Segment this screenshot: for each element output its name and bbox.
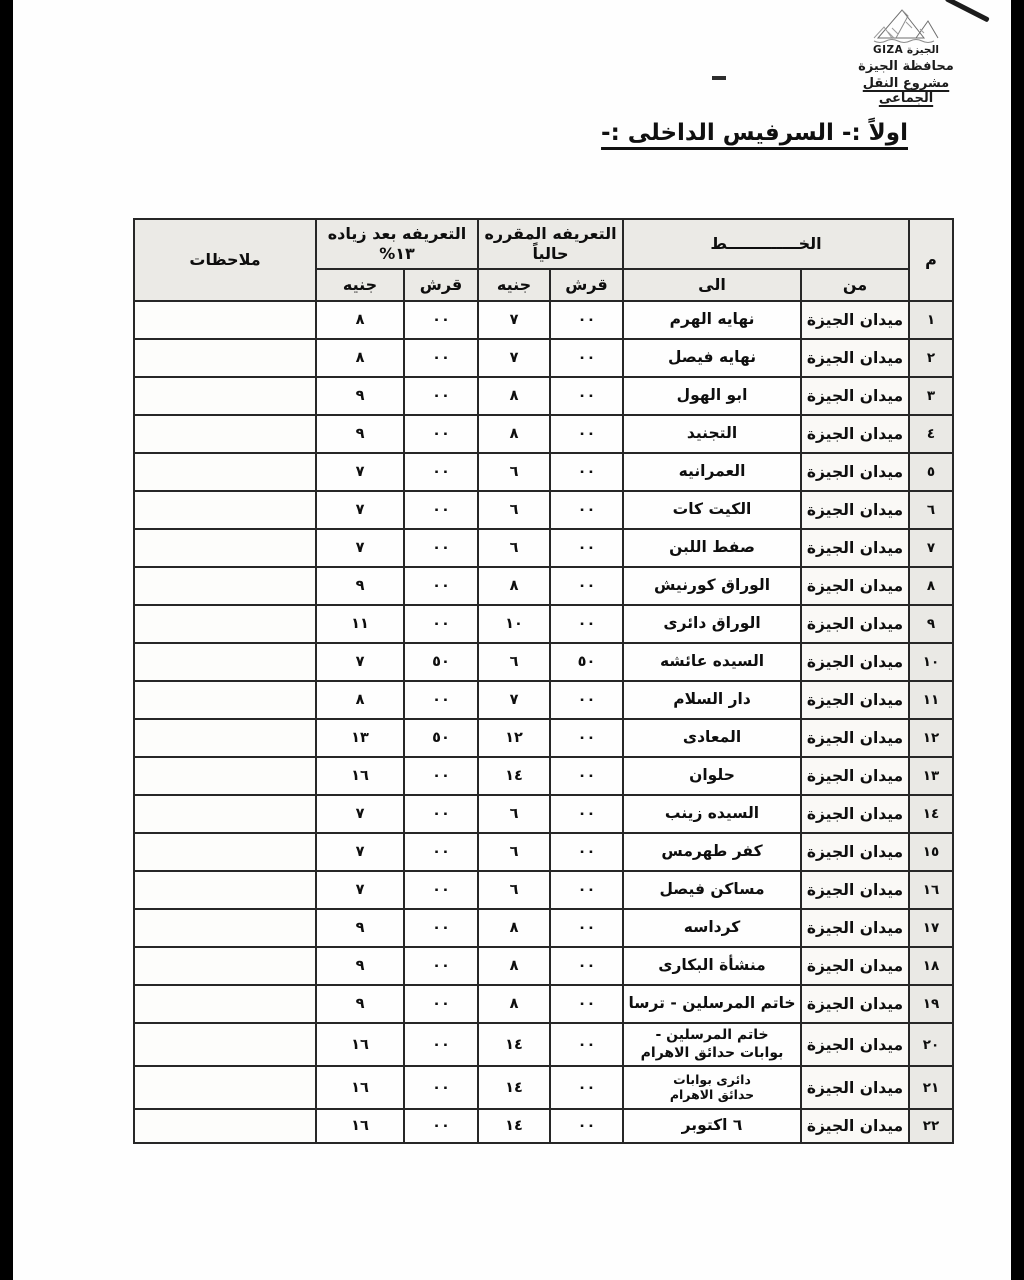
row-number-cell: ١٦ bbox=[909, 871, 953, 909]
notes-cell bbox=[134, 453, 316, 491]
current-qirsh-cell: ٠٠ bbox=[550, 415, 623, 453]
increased-geneh-cell: ٧ bbox=[316, 529, 404, 567]
to-text: مساكن فيصل bbox=[659, 880, 765, 899]
notes-cell bbox=[134, 947, 316, 985]
to-cell bbox=[623, 795, 801, 833]
increased-geneh-cell: ٧ bbox=[316, 795, 404, 833]
current-qirsh-cell: ٠٠ bbox=[550, 833, 623, 871]
increased-qirsh-cell: ٠٠ bbox=[404, 567, 478, 605]
notes-cell bbox=[134, 871, 316, 909]
current-qirsh-cell: ٠٠ bbox=[550, 719, 623, 757]
table-row bbox=[134, 643, 953, 681]
to-cell bbox=[623, 415, 801, 453]
table-row bbox=[134, 719, 953, 757]
current-qirsh-cell: ٠٠ bbox=[550, 909, 623, 947]
current-qirsh-cell: ٠٠ bbox=[550, 947, 623, 985]
to-text: دار السلام bbox=[673, 690, 751, 709]
to-cell bbox=[623, 871, 801, 909]
col-header-number: م bbox=[909, 219, 953, 301]
table-row bbox=[134, 757, 953, 795]
increased-qirsh-cell: ٠٠ bbox=[404, 453, 478, 491]
to-cell bbox=[623, 529, 801, 567]
increased-qirsh-cell: ٠٠ bbox=[404, 529, 478, 567]
from-cell: ميدان الجيزة bbox=[801, 529, 909, 567]
table-row bbox=[134, 529, 953, 567]
current-geneh-cell: ١٤ bbox=[478, 1023, 550, 1066]
letterhead bbox=[840, 4, 972, 106]
current-geneh-cell: ٦ bbox=[478, 491, 550, 529]
row-number-cell: ٨ bbox=[909, 567, 953, 605]
table-row bbox=[134, 605, 953, 643]
from-cell: ميدان الجيزة bbox=[801, 643, 909, 681]
to-cell bbox=[623, 757, 801, 795]
row-number-cell: ٢ bbox=[909, 339, 953, 377]
col-header-increased-qirsh: قرش bbox=[404, 269, 478, 301]
increased-qirsh-cell: ٠٠ bbox=[404, 833, 478, 871]
row-number-cell: ١٥ bbox=[909, 833, 953, 871]
col-header-from: من bbox=[801, 269, 909, 301]
current-qirsh-cell: ٠٠ bbox=[550, 795, 623, 833]
current-geneh-cell: ٧ bbox=[478, 681, 550, 719]
from-cell: ميدان الجيزة bbox=[801, 339, 909, 377]
row-number-cell: ١١ bbox=[909, 681, 953, 719]
notes-cell bbox=[134, 757, 316, 795]
current-geneh-cell: ٨ bbox=[478, 377, 550, 415]
to-cell bbox=[623, 605, 801, 643]
to-cell bbox=[623, 1109, 801, 1143]
increased-qirsh-cell: ٥٠ bbox=[404, 719, 478, 757]
table-row bbox=[134, 985, 953, 1023]
table-row bbox=[134, 339, 953, 377]
increased-geneh-cell: ٧ bbox=[316, 643, 404, 681]
to-cell bbox=[623, 377, 801, 415]
table-row bbox=[134, 1023, 953, 1066]
increased-geneh-cell: ١١ bbox=[316, 605, 404, 643]
to-cell bbox=[623, 985, 801, 1023]
from-cell: ميدان الجيزة bbox=[801, 1023, 909, 1066]
row-number-cell: ١٣ bbox=[909, 757, 953, 795]
current-geneh-cell: ٨ bbox=[478, 567, 550, 605]
to-text: السيده زينب bbox=[664, 804, 760, 823]
current-geneh-cell: ٨ bbox=[478, 985, 550, 1023]
table-row bbox=[134, 1066, 953, 1109]
to-cell bbox=[623, 681, 801, 719]
notes-cell bbox=[134, 1023, 316, 1066]
from-cell: ميدان الجيزة bbox=[801, 1066, 909, 1109]
notes-cell bbox=[134, 491, 316, 529]
current-geneh-cell: ٦ bbox=[478, 871, 550, 909]
notes-cell bbox=[134, 301, 316, 339]
increased-geneh-cell: ١٦ bbox=[316, 1023, 404, 1066]
increased-qirsh-cell: ٠٠ bbox=[404, 947, 478, 985]
increased-qirsh-cell: ٠٠ bbox=[404, 757, 478, 795]
table-row bbox=[134, 795, 953, 833]
current-qirsh-cell: ٠٠ bbox=[550, 377, 623, 415]
row-number-cell: ١ bbox=[909, 301, 953, 339]
from-cell: ميدان الجيزة bbox=[801, 757, 909, 795]
increased-geneh-cell: ٩ bbox=[316, 947, 404, 985]
col-header-current-geneh: جنيه bbox=[478, 269, 550, 301]
table-row bbox=[134, 491, 953, 529]
to-cell bbox=[623, 301, 801, 339]
increased-geneh-cell: ٧ bbox=[316, 871, 404, 909]
from-cell: ميدان الجيزة bbox=[801, 1109, 909, 1143]
from-cell: ميدان الجيزة bbox=[801, 605, 909, 643]
increased-geneh-cell: ٧ bbox=[316, 453, 404, 491]
increased-geneh-cell: ٧ bbox=[316, 833, 404, 871]
current-qirsh-cell: ٠٠ bbox=[550, 1066, 623, 1109]
table-row bbox=[134, 453, 953, 491]
increased-geneh-cell: ٨ bbox=[316, 301, 404, 339]
to-cell bbox=[623, 719, 801, 757]
to-text: كرداسه bbox=[683, 918, 741, 937]
table-row bbox=[134, 947, 953, 985]
current-geneh-cell: ١٤ bbox=[478, 1066, 550, 1109]
from-cell: ميدان الجيزة bbox=[801, 909, 909, 947]
from-cell: ميدان الجيزة bbox=[801, 491, 909, 529]
notes-cell bbox=[134, 833, 316, 871]
increased-geneh-cell: ٨ bbox=[316, 339, 404, 377]
increased-qirsh-cell: ٠٠ bbox=[404, 909, 478, 947]
increased-geneh-cell: ٩ bbox=[316, 415, 404, 453]
to-cell bbox=[623, 947, 801, 985]
to-text: خاتم المرسلين - ترسا bbox=[628, 994, 796, 1013]
to-text: الكيت كات bbox=[672, 500, 752, 519]
from-cell: ميدان الجيزة bbox=[801, 719, 909, 757]
document-title bbox=[540, 120, 908, 146]
table-row bbox=[134, 415, 953, 453]
current-qirsh-cell: ٠٠ bbox=[550, 757, 623, 795]
to-cell bbox=[623, 491, 801, 529]
from-cell: ميدان الجيزة bbox=[801, 681, 909, 719]
from-cell: ميدان الجيزة bbox=[801, 567, 909, 605]
row-number-cell: ١٠ bbox=[909, 643, 953, 681]
to-text: منشأة البكارى bbox=[658, 956, 766, 975]
current-geneh-cell: ٧ bbox=[478, 339, 550, 377]
row-number-cell: ١٤ bbox=[909, 795, 953, 833]
fare-table bbox=[133, 218, 954, 1144]
document-title-text: اولاً :- السرفيس الداخلى :- bbox=[601, 120, 908, 146]
increased-qirsh-cell: ٠٠ bbox=[404, 415, 478, 453]
notes-cell bbox=[134, 681, 316, 719]
current-geneh-cell: ٧ bbox=[478, 301, 550, 339]
to-text: كفر طهرمس bbox=[661, 842, 763, 861]
current-geneh-cell: ١٤ bbox=[478, 1109, 550, 1143]
row-number-cell: ١٢ bbox=[909, 719, 953, 757]
notes-cell bbox=[134, 643, 316, 681]
row-number-cell: ١٨ bbox=[909, 947, 953, 985]
current-qirsh-cell: ٠٠ bbox=[550, 605, 623, 643]
notes-cell bbox=[134, 529, 316, 567]
increased-geneh-cell: ٩ bbox=[316, 377, 404, 415]
current-geneh-cell: ٨ bbox=[478, 909, 550, 947]
current-qirsh-cell: ٠٠ bbox=[550, 567, 623, 605]
increased-qirsh-cell: ٠٠ bbox=[404, 491, 478, 529]
from-cell: ميدان الجيزة bbox=[801, 947, 909, 985]
increased-geneh-cell: ١٦ bbox=[316, 757, 404, 795]
to-text: السيده عائشه bbox=[659, 652, 765, 671]
col-header-notes: ملاحظات bbox=[134, 219, 316, 301]
current-qirsh-cell: ٠٠ bbox=[550, 339, 623, 377]
from-cell: ميدان الجيزة bbox=[801, 453, 909, 491]
row-number-cell: ٢١ bbox=[909, 1066, 953, 1109]
increased-geneh-cell: ١٣ bbox=[316, 719, 404, 757]
increased-qirsh-cell: ٠٠ bbox=[404, 1023, 478, 1066]
row-number-cell: ٣ bbox=[909, 377, 953, 415]
col-header-to: الى bbox=[623, 269, 801, 301]
giza-pyramids-logo-icon bbox=[840, 4, 972, 44]
to-text: خاتم المرسلين - بوابات حدائق الاهرام bbox=[640, 1027, 784, 1061]
col-header-current-qirsh: قرش bbox=[550, 269, 623, 301]
to-text: نهايه فيصل bbox=[667, 348, 757, 367]
current-qirsh-cell: ٠٠ bbox=[550, 985, 623, 1023]
current-qirsh-cell: ٠٠ bbox=[550, 529, 623, 567]
current-geneh-cell: ٦ bbox=[478, 643, 550, 681]
row-number-cell: ٩ bbox=[909, 605, 953, 643]
table-row bbox=[134, 871, 953, 909]
to-text: صفط اللبن bbox=[669, 538, 755, 557]
to-cell bbox=[623, 1066, 801, 1109]
notes-cell bbox=[134, 909, 316, 947]
row-number-cell: ٦ bbox=[909, 491, 953, 529]
notes-cell bbox=[134, 719, 316, 757]
notes-cell bbox=[134, 1109, 316, 1143]
table-row bbox=[134, 567, 953, 605]
notes-cell bbox=[134, 605, 316, 643]
current-qirsh-cell: ٠٠ bbox=[550, 681, 623, 719]
current-geneh-cell: ١٠ bbox=[478, 605, 550, 643]
from-cell: ميدان الجيزة bbox=[801, 377, 909, 415]
fare-table-body bbox=[134, 301, 953, 1143]
current-geneh-cell: ١٤ bbox=[478, 757, 550, 795]
current-qirsh-cell: ٠٠ bbox=[550, 491, 623, 529]
col-header-line-group: الخـــــــــــــط bbox=[623, 219, 909, 269]
scan-edge-left bbox=[0, 0, 13, 1280]
increased-geneh-cell: ١٦ bbox=[316, 1109, 404, 1143]
notes-cell bbox=[134, 567, 316, 605]
current-geneh-cell: ٦ bbox=[478, 833, 550, 871]
col-header-current-tariff-group bbox=[478, 219, 623, 269]
project-name: مشروع النقل الجماعى bbox=[862, 76, 950, 106]
notes-cell bbox=[134, 985, 316, 1023]
to-text: دائرى بوابات حدائق الاهرام bbox=[669, 1071, 755, 1103]
to-text: ٦ اكتوبر bbox=[681, 1116, 743, 1135]
current-qirsh-cell: ٠٠ bbox=[550, 453, 623, 491]
current-qirsh-cell: ٠٠ bbox=[550, 1023, 623, 1066]
row-number-cell: ١٩ bbox=[909, 985, 953, 1023]
increased-qirsh-cell: ٠٠ bbox=[404, 795, 478, 833]
from-cell: ميدان الجيزة bbox=[801, 985, 909, 1023]
from-cell: ميدان الجيزة bbox=[801, 301, 909, 339]
to-text: الوراق كورنيش bbox=[653, 576, 771, 595]
increased-qirsh-cell: ٠٠ bbox=[404, 1109, 478, 1143]
to-text: حلوان bbox=[689, 766, 735, 785]
row-number-cell: ٢٢ bbox=[909, 1109, 953, 1143]
from-cell: ميدان الجيزة bbox=[801, 871, 909, 909]
to-cell bbox=[623, 643, 801, 681]
notes-cell bbox=[134, 795, 316, 833]
current-geneh-cell: ٨ bbox=[478, 947, 550, 985]
current-tariff-line1: التعريفه المقرره bbox=[484, 224, 617, 243]
governorate-name: محافظة الجيزة bbox=[858, 59, 954, 74]
row-number-cell: ٢٠ bbox=[909, 1023, 953, 1066]
from-cell: ميدان الجيزة bbox=[801, 415, 909, 453]
increased-qirsh-cell: ٠٠ bbox=[404, 871, 478, 909]
table-row bbox=[134, 681, 953, 719]
from-cell: ميدان الجيزة bbox=[801, 833, 909, 871]
to-text: العمرانيه bbox=[678, 462, 746, 481]
current-qirsh-cell: ٥٠ bbox=[550, 643, 623, 681]
fare-table-header bbox=[134, 219, 953, 301]
to-cell bbox=[623, 909, 801, 947]
to-cell bbox=[623, 339, 801, 377]
increased-geneh-cell: ١٦ bbox=[316, 1066, 404, 1109]
to-text: المعادى bbox=[682, 728, 742, 747]
increased-qirsh-cell: ٠٠ bbox=[404, 985, 478, 1023]
current-geneh-cell: ٨ bbox=[478, 415, 550, 453]
to-text: التجنيد bbox=[686, 424, 738, 443]
current-qirsh-cell: ٠٠ bbox=[550, 1109, 623, 1143]
current-qirsh-cell: ٠٠ bbox=[550, 301, 623, 339]
current-qirsh-cell: ٠٠ bbox=[550, 871, 623, 909]
from-cell: ميدان الجيزة bbox=[801, 795, 909, 833]
increased-qirsh-cell: ٠٠ bbox=[404, 1066, 478, 1109]
notes-cell bbox=[134, 1066, 316, 1109]
increased-geneh-cell: ٨ bbox=[316, 681, 404, 719]
increased-qirsh-cell: ٠٠ bbox=[404, 377, 478, 415]
table-row bbox=[134, 377, 953, 415]
row-number-cell: ١٧ bbox=[909, 909, 953, 947]
row-number-cell: ٥ bbox=[909, 453, 953, 491]
current-geneh-cell: ٦ bbox=[478, 529, 550, 567]
row-number-cell: ٧ bbox=[909, 529, 953, 567]
dash-mark bbox=[712, 76, 726, 80]
notes-cell bbox=[134, 415, 316, 453]
logo-caption: الجيزة GIZA bbox=[872, 44, 940, 56]
increased-qirsh-cell: ٠٠ bbox=[404, 681, 478, 719]
to-cell bbox=[623, 453, 801, 491]
increased-qirsh-cell: ٠٠ bbox=[404, 339, 478, 377]
increased-geneh-cell: ٩ bbox=[316, 985, 404, 1023]
increased-geneh-cell: ٧ bbox=[316, 491, 404, 529]
scan-edge-right bbox=[1011, 0, 1024, 1280]
increased-qirsh-cell: ٠٠ bbox=[404, 605, 478, 643]
to-cell bbox=[623, 833, 801, 871]
to-cell bbox=[623, 567, 801, 605]
table-row bbox=[134, 909, 953, 947]
increased-qirsh-cell: ٥٠ bbox=[404, 643, 478, 681]
current-geneh-cell: ٦ bbox=[478, 795, 550, 833]
to-text: الوراق دائرى bbox=[663, 614, 761, 633]
to-text: ابو الهول bbox=[676, 386, 748, 405]
row-number-cell: ٤ bbox=[909, 415, 953, 453]
increased-tariff-line2: ١٣% bbox=[379, 244, 415, 263]
increased-qirsh-cell: ٠٠ bbox=[404, 301, 478, 339]
table-row bbox=[134, 1109, 953, 1143]
current-geneh-cell: ١٢ bbox=[478, 719, 550, 757]
notes-cell bbox=[134, 339, 316, 377]
table-row bbox=[134, 833, 953, 871]
to-cell bbox=[623, 1023, 801, 1066]
to-text: نهايه الهرم bbox=[669, 310, 755, 329]
increased-tariff-line1: التعريفه بعد زياده bbox=[327, 224, 467, 243]
col-header-increased-tariff-group bbox=[316, 219, 478, 269]
increased-geneh-cell: ٩ bbox=[316, 567, 404, 605]
header-row-groups bbox=[134, 219, 953, 269]
notes-cell bbox=[134, 377, 316, 415]
current-geneh-cell: ٦ bbox=[478, 453, 550, 491]
current-tariff-line2: حالياً bbox=[532, 244, 569, 263]
col-header-increased-geneh: جنيه bbox=[316, 269, 404, 301]
table-row bbox=[134, 301, 953, 339]
increased-geneh-cell: ٩ bbox=[316, 909, 404, 947]
